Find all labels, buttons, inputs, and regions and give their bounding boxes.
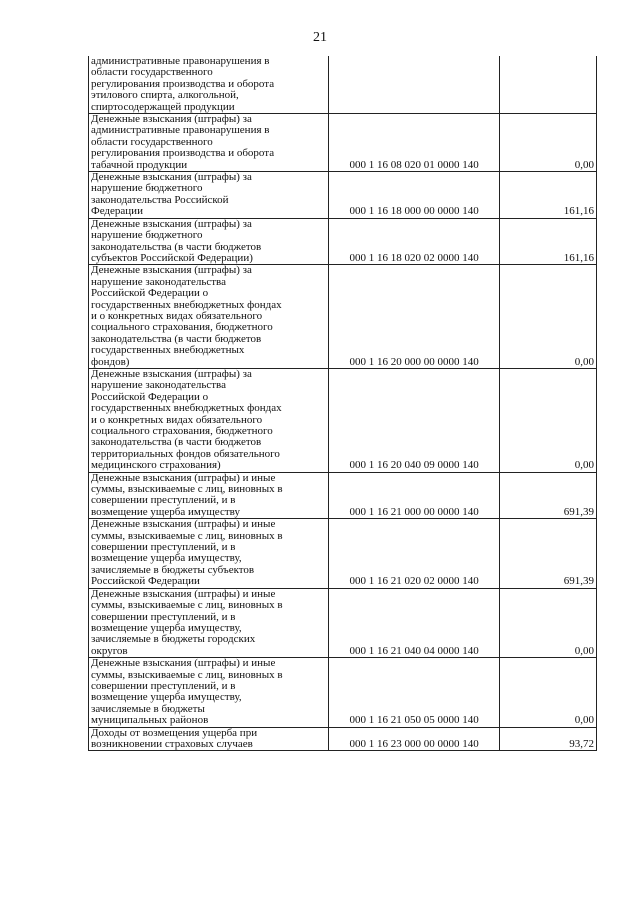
revenue-name-cell: Денежные взыскания (штрафы) за нарушение бюджетного законодательства (в части бюджетов субъектов Российской Федерации)	[89, 218, 329, 265]
budget-code-cell	[329, 56, 499, 114]
revenue-name-cell: административные правонарушения в области государственного регулирования производства и оборота этилового спирта, алкогольной, спиртосодержащей продукции	[89, 56, 329, 114]
amount-cell: 161,16	[499, 172, 596, 219]
budget-code-cell: 000 1 16 21 020 02 0000 140	[329, 519, 499, 588]
amount-cell: 0,00	[499, 588, 596, 657]
table-row	[89, 368, 597, 472]
table-row	[89, 114, 597, 172]
revenue-name-cell: Денежные взыскания (штрафы) за нарушение законодательства Российской Федерации о государственных внебюджетных фондах и о конкретных видах обязательного социального страхования, бюджетного законодательства (в части бюджетов территориальных фондов обязательного медицинского страхования)	[89, 368, 329, 472]
table-row	[89, 588, 597, 657]
budget-revenue-table	[88, 56, 597, 751]
revenue-name-cell: Денежные взыскания (штрафы) и иные суммы, взыскиваемые с лиц, виновных в совершении преступлений, и в возмещение ущерба имуществу, зачисляемые в бюджеты городских округов	[89, 588, 329, 657]
amount-cell: 691,39	[499, 519, 596, 588]
budget-code-cell: 000 1 16 18 020 02 0000 140	[329, 218, 499, 265]
revenue-name-cell: Денежные взыскания (штрафы) за нарушение законодательства Российской Федерации о государственных внебюджетных фондах и о конкретных видах обязательного социального страхования, бюджетного законодательства (в части бюджетов государственных внебюджетных фондов)	[89, 265, 329, 369]
amount-cell: 0,00	[499, 114, 596, 172]
table-row	[89, 727, 597, 751]
amount-cell	[499, 56, 596, 114]
revenue-name-cell: Денежные взыскания (штрафы) за нарушение бюджетного законодательства Российской Федерации	[89, 172, 329, 219]
table-row	[89, 56, 597, 114]
amount-cell: 0,00	[499, 265, 596, 369]
table-row	[89, 658, 597, 727]
amount-cell: 0,00	[499, 368, 596, 472]
budget-code-cell: 000 1 16 21 000 00 0000 140	[329, 472, 499, 519]
budget-code-cell: 000 1 16 08 020 01 0000 140	[329, 114, 499, 172]
revenue-name-cell: Денежные взыскания (штрафы) и иные суммы, взыскиваемые с лиц, виновных в совершении преступлений, и в возмещение ущерба имуществу, зачисляемые в бюджеты субъектов Российской Федерации	[89, 519, 329, 588]
revenue-name-cell: Денежные взыскания (штрафы) и иные суммы, взыскиваемые с лиц, виновных в совершении преступлений, и в возмещение ущерба имуществу	[89, 472, 329, 519]
budget-code-cell: 000 1 16 23 000 00 0000 140	[329, 727, 499, 751]
amount-cell: 161,16	[499, 218, 596, 265]
budget-code-cell: 000 1 16 18 000 00 0000 140	[329, 172, 499, 219]
amount-cell: 691,39	[499, 472, 596, 519]
budget-code-cell: 000 1 16 20 040 09 0000 140	[329, 368, 499, 472]
table-row	[89, 472, 597, 519]
budget-code-cell: 000 1 16 21 040 04 0000 140	[329, 588, 499, 657]
table-row	[89, 519, 597, 588]
amount-cell: 93,72	[499, 727, 596, 751]
budget-code-cell: 000 1 16 20 000 00 0000 140	[329, 265, 499, 369]
table-row	[89, 218, 597, 265]
table-row	[89, 265, 597, 369]
table-row	[89, 172, 597, 219]
revenue-name-cell: Денежные взыскания (штрафы) за административные правонарушения в области государственного регулирования производства и оборота табачной продукции	[89, 114, 329, 172]
revenue-name-cell: Доходы от возмещения ущерба при возникновении страховых случаев	[89, 727, 329, 751]
revenue-name-cell: Денежные взыскания (штрафы) и иные суммы, взыскиваемые с лиц, виновных в совершении преступлений, и в возмещение ущерба имуществу, зачисляемые в бюджеты муниципальных районов	[89, 658, 329, 727]
budget-code-cell: 000 1 16 21 050 05 0000 140	[329, 658, 499, 727]
amount-cell: 0,00	[499, 658, 596, 727]
page-number: 21	[313, 30, 327, 45]
